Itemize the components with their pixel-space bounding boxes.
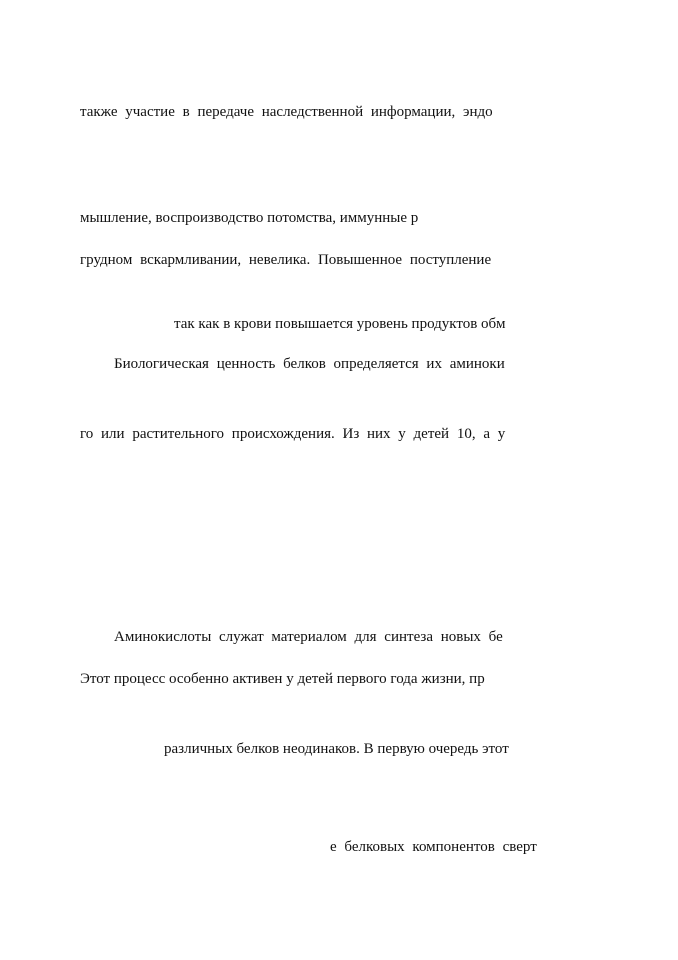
text-line-6: го или растительного происхождения. Из них у детей 10, а у bbox=[80, 426, 506, 442]
text-line-4: так как в крови повышается уровень продуктов обм bbox=[174, 316, 506, 332]
text-line-9: различных белков неодинаков. В первую очередь этот bbox=[164, 741, 509, 757]
text-line-5: Биологическая ценность белков определяется их аминоки bbox=[114, 356, 505, 372]
text-line-8: Этот процесс особенно активен у детей первого года жизни, пр bbox=[80, 671, 485, 687]
text-line-10: е белковых компонентов сверт bbox=[330, 839, 537, 855]
text-line-2: мышление, воспроизводство потомства, иммунные р bbox=[80, 210, 419, 226]
text-line-1: также участие в передаче наследственной информации, эндо bbox=[80, 104, 493, 120]
text-line-3: грудном вскармливании, невелика. Повышенное поступление bbox=[80, 252, 492, 268]
text-line-7: Аминокислоты служат материалом для синтеза новых бе bbox=[114, 629, 503, 645]
